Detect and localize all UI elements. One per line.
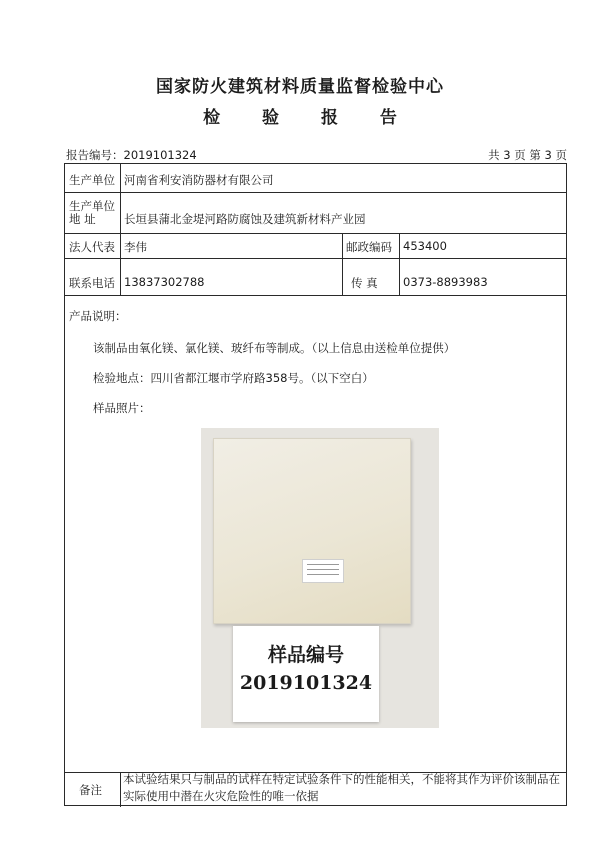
organization-title: 国家防火建筑材料质量监督检验中心 xyxy=(156,77,444,97)
phone-label: 联系电话 xyxy=(69,276,115,290)
sample-photo xyxy=(201,428,439,728)
address-value: 长垣县蒲北金堤河路防腐蚀及建筑新材料产业园 xyxy=(124,212,366,226)
postcode-value: 453400 xyxy=(403,239,447,253)
page-indicator: 共 3 页 第 3 页 xyxy=(488,148,567,162)
sample-board xyxy=(213,438,411,624)
manufacturer-value: 河南省利安消防器材有限公司 xyxy=(124,173,274,187)
column-divider xyxy=(342,233,343,295)
column-divider xyxy=(120,772,121,807)
column-divider xyxy=(120,164,121,295)
notes-label: 备注 xyxy=(79,783,102,797)
legal-rep-label: 法人代表 xyxy=(69,240,115,254)
legal-rep-value: 李伟 xyxy=(124,240,147,254)
report-number: 报告编号：2019101324 xyxy=(66,148,197,162)
row-divider xyxy=(65,295,566,296)
sample-number-card xyxy=(233,626,379,722)
report-title: 检 验 报 告 xyxy=(203,108,415,128)
sample-card-number: 2019101324 xyxy=(239,672,373,694)
notes-text: 本试验结果只与制品的试样在特定试验条件下的性能相关，不能将其作为评价该制品在实际使用中潜在火灾危险性的唯一依据 xyxy=(123,772,560,803)
fax-label: 传 真 xyxy=(351,276,378,290)
manufacturer-label: 生产单位 xyxy=(69,173,115,187)
column-divider xyxy=(399,233,400,295)
postcode-label: 邮政编码 xyxy=(346,240,392,254)
fax-value: 0373-8893983 xyxy=(403,275,488,289)
product-description-heading: 产品说明： xyxy=(69,309,127,323)
test-location-text: 检验地点：四川省都江堰市学府路358号。（以下空白） xyxy=(93,371,374,385)
sample-card-title: 样品编号 xyxy=(267,644,344,666)
phone-value: 13837302788 xyxy=(124,275,205,289)
report-table xyxy=(64,163,567,806)
row-divider xyxy=(65,192,566,193)
sample-photo-label: 样品照片： xyxy=(93,401,151,415)
address-label-line1: 生产单位 xyxy=(69,199,115,213)
row-divider xyxy=(65,258,566,259)
address-label-line2: 地 址 xyxy=(69,212,96,226)
board-sticker xyxy=(302,559,344,583)
product-material-text: 该制品由氧化镁、氯化镁、玻纤布等制成。（以上信息由送检单位提供） xyxy=(93,341,456,355)
row-divider xyxy=(65,233,566,234)
